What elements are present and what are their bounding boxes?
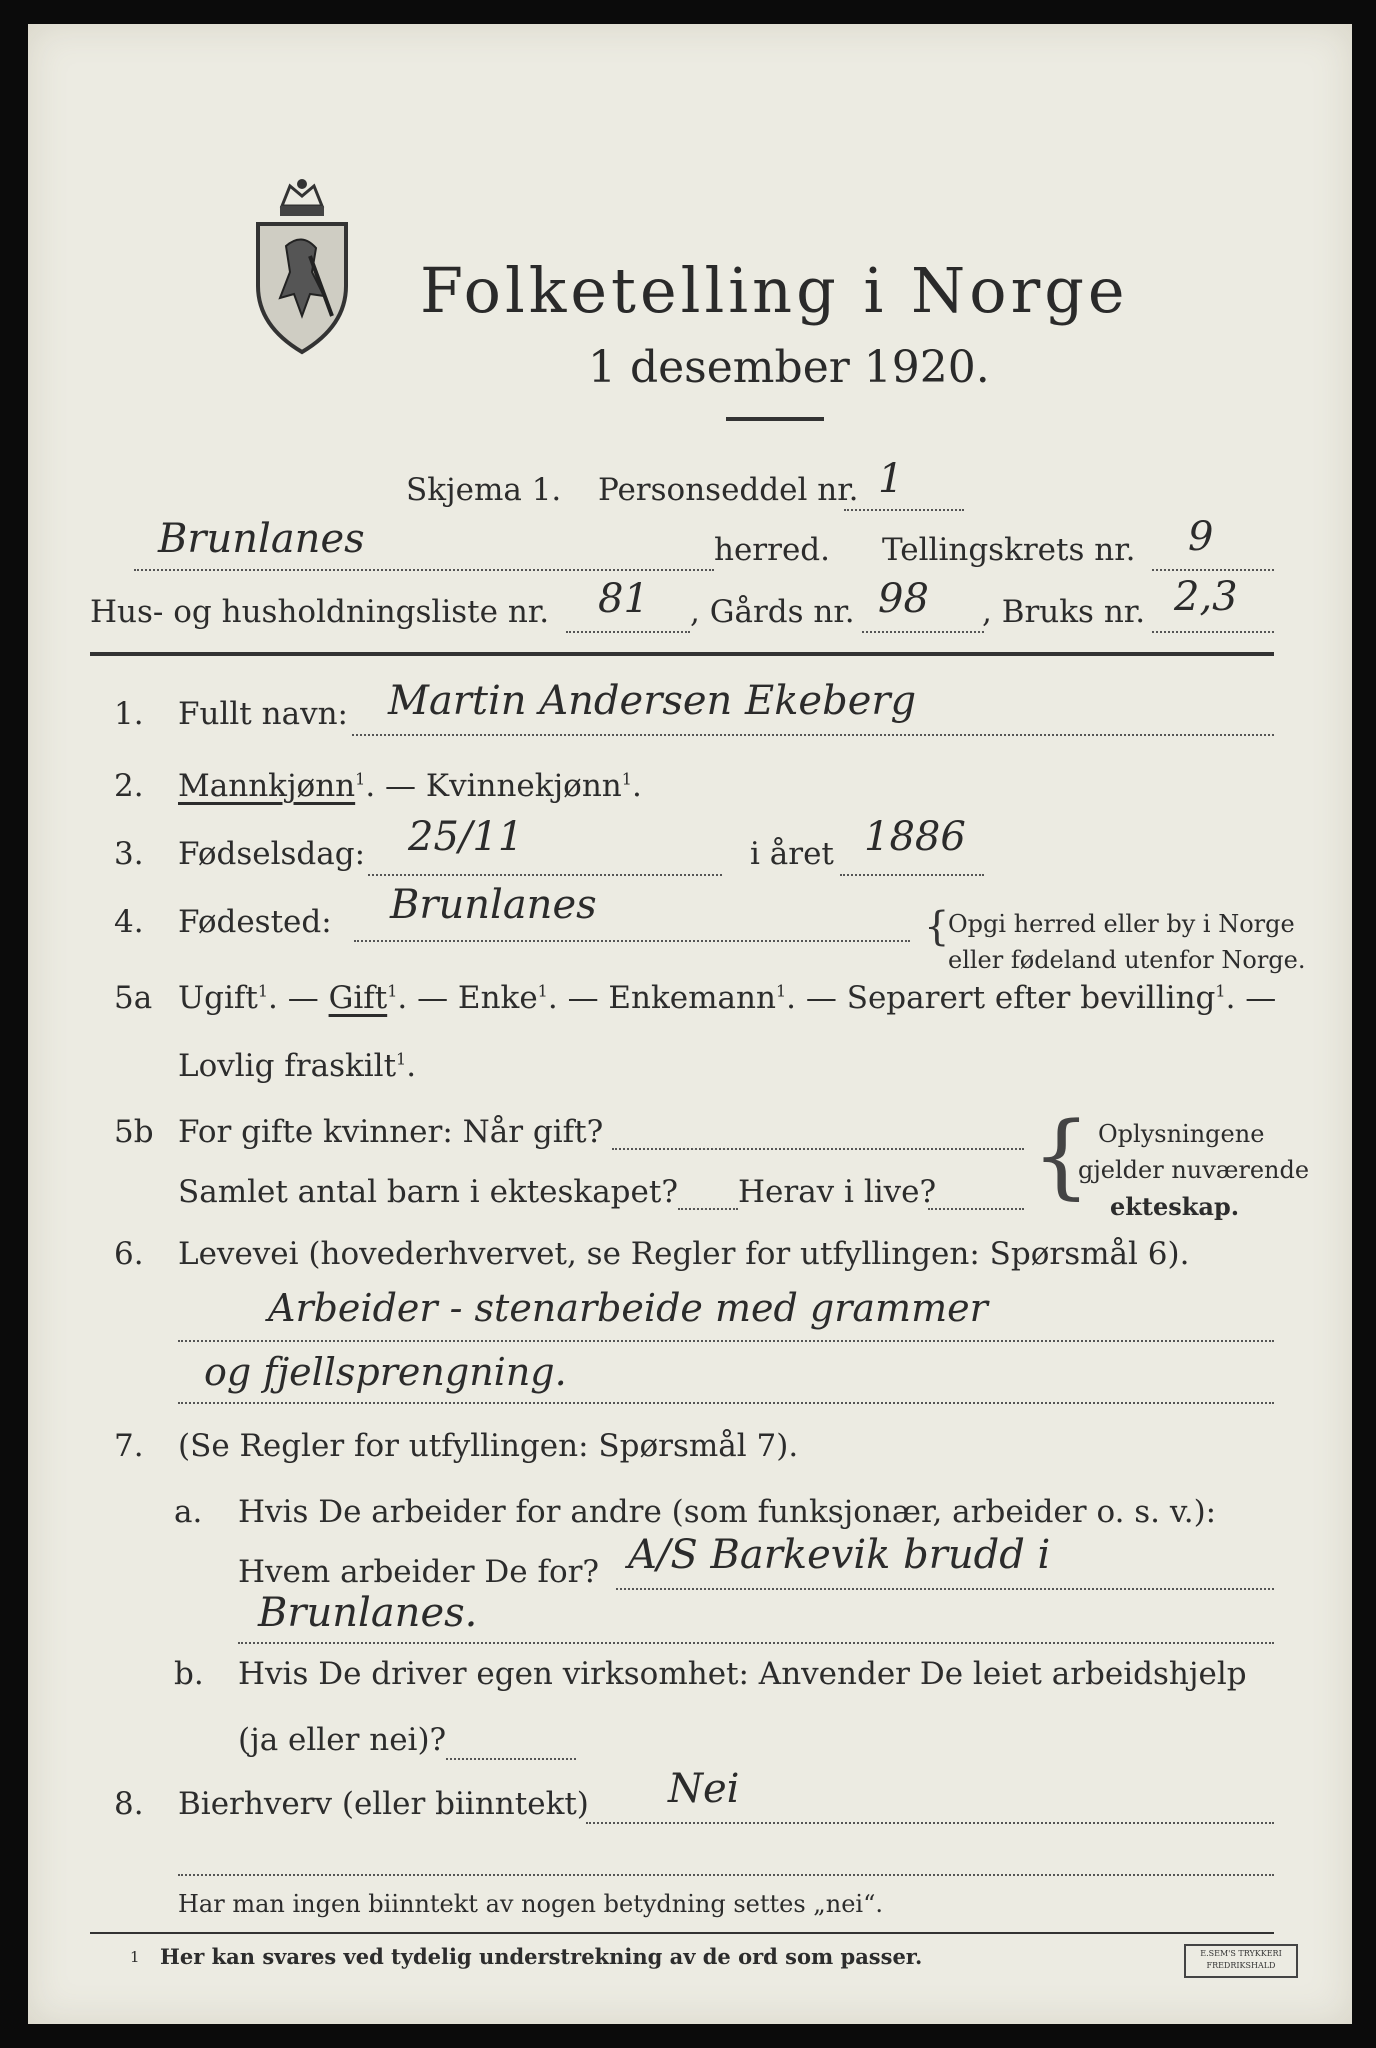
gards-value: 98 [878, 576, 929, 622]
norway-coat-of-arms-icon [250, 176, 354, 356]
tellingskrets-value: 9 [1188, 514, 1214, 560]
q2-kvinne-option: Kvinnekjønn [425, 768, 622, 804]
q7a-line1: Hvis De arbeider for andre (som funksjonær, arbeider o. s. v.): [238, 1494, 1217, 1530]
husliste-label: Hus- og husholdningsliste nr. [90, 594, 550, 630]
q4-note-line1: Opgi herred eller by i Norge [948, 910, 1295, 938]
q2-gender-options: Mannkjønn$^1$. — Kvinnekjønn$^1$. [178, 768, 642, 804]
q4-number: 4. [114, 904, 144, 940]
q6-label: Levevei (hovederhvervet, se Regler for utfyllingen: Spørsmål 6). [178, 1236, 1190, 1272]
q4-note-line2: eller fødeland utenfor Norge. [948, 946, 1306, 974]
gards-label: , Gårds nr. [690, 594, 855, 630]
q5b-line1: For gifte kvinner: Når gift? [178, 1114, 604, 1150]
footnote-text: Her kan svares ved tydelig understrekning av de ord som passer. [160, 1944, 923, 1969]
q5b-line2b: Herav i live? [738, 1174, 937, 1210]
q7b-letter: b. [174, 1656, 204, 1692]
q5b-line2a: Samlet antal barn i ekteskapet? [178, 1174, 678, 1210]
q7a-employer-value-line2: Brunlanes. [258, 1590, 478, 1636]
q7b-line1: Hvis De driver egen virksomhet: Anvender De leiet arbeidshjelp [238, 1656, 1247, 1692]
form-title: Folketelling i Norge [420, 254, 1129, 327]
q3-label: Fødselsdag: [178, 836, 366, 872]
q6-occupation-value-line2: og fjellsprengning. [204, 1350, 567, 1394]
q8-number: 8. [114, 1786, 144, 1822]
q7a-line2: Hvem arbeider De for? [238, 1554, 600, 1590]
q7b-line2: (ja eller nei)? [238, 1722, 447, 1758]
q5a-marital-options: Ugift$^1$. — Gift$^1$. — Enke$^1$. — Enkemann$^1$. — Separert efter bevilling$^1$. — [178, 980, 1277, 1016]
q5b-note-line2: gjelder nuværende [1078, 1156, 1310, 1184]
herred-label: herred. [714, 532, 830, 568]
bruks-value: 2,3 [1174, 574, 1238, 620]
footer-note: Har man ingen biinntekt av nogen betydning settes „nei“. [178, 1890, 883, 1918]
skjema-label: Skjema 1. [406, 472, 562, 508]
q3-birthday-value: 25/11 [408, 814, 524, 860]
q5a-number: 5a [114, 980, 153, 1016]
q7a-employer-value-line1: A/S Barkevik brudd i [628, 1532, 1051, 1578]
q6-number: 6. [114, 1236, 144, 1272]
tellingskrets-label: Tellingskrets nr. [882, 532, 1136, 568]
printer-stamp: E.SEM'S TRYKKERI FREDRIKSHALD [1184, 1944, 1298, 1978]
q5a-line2: Lovlig fraskilt$^1$. [178, 1048, 417, 1084]
q7-label: (Se Regler for utfyllingen: Spørsmål 7). [178, 1428, 799, 1464]
q7a-letter: a. [174, 1494, 203, 1530]
q7-number: 7. [114, 1428, 144, 1464]
q1-label: Fullt navn: [178, 696, 348, 732]
bruks-label: , Bruks nr. [982, 594, 1146, 630]
husliste-value: 81 [598, 576, 649, 622]
q8-side-income-value: Nei [668, 1766, 740, 1812]
q5b-number: 5b [114, 1114, 154, 1150]
footnote-mark: 1 [130, 1948, 140, 1966]
title-divider [726, 417, 824, 421]
q2-mann-option: Mannkjønn [178, 768, 356, 804]
q4-birthplace-value: Brunlanes [390, 882, 597, 928]
q5a-gift-option: Gift [328, 980, 388, 1016]
q5b-note-line3: ekteskap. [1110, 1192, 1240, 1221]
census-form-sheet: Folketelling i Norge 1 desember 1920. Skjema 1. Personseddel nr. 1 Brunlanes herred. Tellingskrets nr. 9 Hus- og husholdningsliste nr. 81 , Gårds nr. 98 , Bruks nr. 2,3 1. Fullt navn: Martin Andersen Ekeberg 2. Mannkjønn$^1$. — Kvinnekjønn$^1$. 3. Fødselsdag: 25/11 i året 1886 4. Fødested: Brunlanes { Opgi herred eller by i Norge eller fødeland utenfor Norge. 5a Ugift$^1$. — Gift$^1$. — Enke$^1$. — Enkemann$^1$. — Separert efter bevilling$^1$. — Lovlig fraskilt$^1$. 5b For gifte kvinner: Når gift? Samlet antal barn i ekteskapet? Herav i live? { Oplysningene gjelder nuværende ekteskap. 6. Levevei (hovederhvervet, se Regler for utfyllingen: Spørsmål 6). Arbeider - stenarbeide med grammer og fjellsprengning. 7. (Se Regler for utfyllingen: Spørsmål 7). a. Hvis De arbeider for andre (som funksjonær, arbeider o. s. v.): Hvem arbeider De for? A/S Barkevik brudd i Brunlanes. b. Hvis De driver egen virksomhet: Anvender De leiet arbeidshjelp (ja eller nei)? 8. Bierhverv (eller biinntekt) Nei Har man ingen biinntekt av nogen betydning settes „nei“. 1 Her kan svares ved tydelig understrekning av de ord som passer. E.SEM'S TRYKKERI FREDRIKSHALD [28, 24, 1352, 2024]
q5b-note-line1: Oplysningene [1098, 1120, 1265, 1148]
herred-value: Brunlanes [158, 516, 365, 562]
census-date: 1 desember 1920. [588, 342, 990, 393]
q4-label: Fødested: [178, 904, 332, 940]
personseddel-value: 1 [878, 456, 904, 502]
q6-occupation-value-line1: Arbeider - stenarbeide med grammer [268, 1286, 988, 1330]
personseddel-label: Personseddel nr. [598, 472, 859, 508]
q3-year-label: i året [750, 836, 834, 872]
q3-number: 3. [114, 836, 144, 872]
footer-rule [90, 1932, 1274, 1934]
header-rule [90, 652, 1274, 656]
q3-year-value: 1886 [864, 814, 966, 860]
q1-number: 1. [114, 696, 144, 732]
q8-label: Bierhverv (eller biinntekt) [178, 1786, 589, 1822]
q2-number: 2. [114, 768, 144, 804]
q1-full-name-value: Martin Andersen Ekeberg [388, 678, 917, 724]
